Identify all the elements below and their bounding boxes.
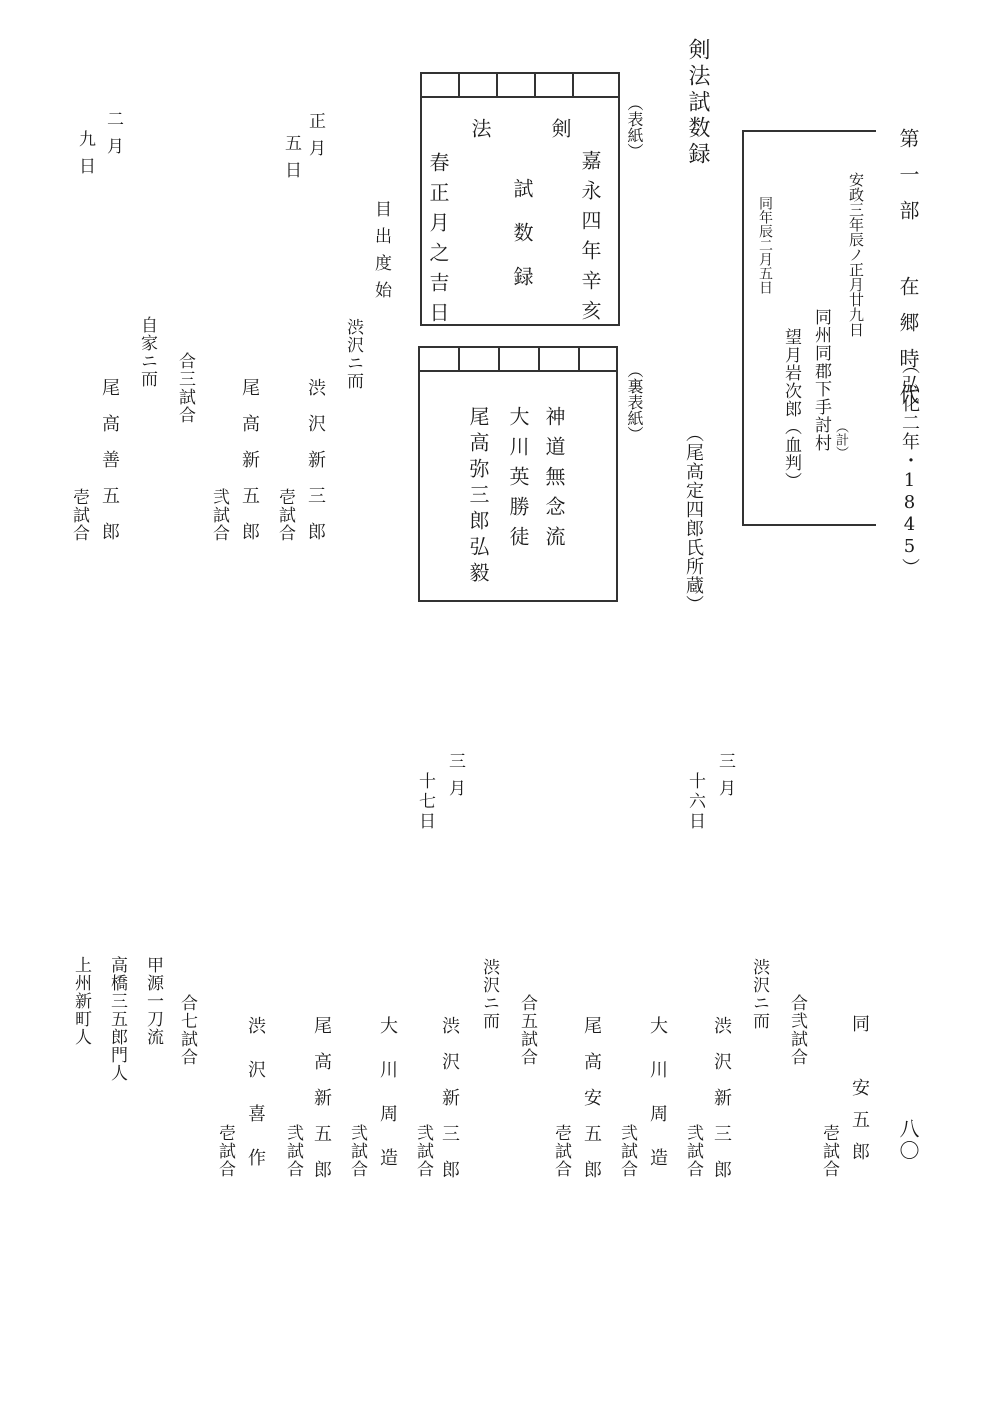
entry-2-result: 弐試合 bbox=[209, 488, 229, 542]
entry-5-name: 大川周造 bbox=[647, 1016, 668, 1192]
entry-7-result: 弐試合 bbox=[413, 1124, 433, 1178]
entry-9-result: 弐試合 bbox=[283, 1124, 303, 1178]
date3-day: 十六日 bbox=[685, 772, 705, 832]
date2-month: 二月 bbox=[103, 110, 123, 164]
entry-2-name: 尾高新五郎 bbox=[239, 378, 260, 558]
entry-7-name: 渋沢新三郎 bbox=[439, 1016, 460, 1196]
total-2: 合弐試合 bbox=[787, 994, 807, 1066]
teacher-name: 高橋三五郎門人 bbox=[107, 956, 127, 1082]
period-heading: （弘化二年・1845） bbox=[899, 356, 920, 577]
document-title: 剣法試数録 bbox=[685, 38, 710, 168]
date2-day: 九日 bbox=[75, 130, 95, 184]
note-box-top bbox=[742, 130, 876, 132]
date4-month: 三月 bbox=[445, 752, 465, 806]
date1-month: 正月 bbox=[305, 112, 325, 166]
cover-char-roku: 録 bbox=[510, 266, 534, 288]
entry-1-result: 壱試合 bbox=[275, 488, 295, 542]
back-cover-master: 大川英勝徒 bbox=[506, 406, 530, 556]
date1-day: 五日 bbox=[281, 134, 301, 188]
entry-6-result: 壱試合 bbox=[551, 1124, 571, 1178]
cover-char-ken: 剣 bbox=[548, 118, 572, 140]
entry-1-name: 渋沢新三郎 bbox=[305, 378, 326, 558]
entry-3-name: 尾高善五郎 bbox=[99, 378, 120, 558]
entry-10-result: 壱試合 bbox=[215, 1124, 235, 1178]
cover-char-shi: 試 bbox=[510, 178, 534, 200]
entry-4-name: 渋沢新三郎 bbox=[711, 1016, 732, 1196]
note-village: 同州同郡下手討村 bbox=[811, 308, 831, 452]
note-annotation: （計） bbox=[833, 420, 848, 459]
section-heading: 第一部 在郷時代 bbox=[896, 128, 920, 420]
entry-10-name: 渋沢喜作 bbox=[245, 1016, 266, 1192]
school-name: 甲源一刀流 bbox=[143, 956, 163, 1046]
back-cover-school: 神道無念流 bbox=[542, 406, 566, 556]
cover-char-ho: 法 bbox=[468, 118, 492, 140]
opening-phrase: 目出度始 bbox=[371, 200, 391, 308]
page-number: 八〇 bbox=[896, 1118, 920, 1162]
prev-entry-result: 壱試合 bbox=[819, 1124, 839, 1178]
date3-month: 三月 bbox=[715, 752, 735, 806]
back-cover-label: （裏表紙） bbox=[625, 362, 644, 442]
cover-date: 嘉永四年辛亥 bbox=[578, 150, 602, 330]
entry-5-result: 弐試合 bbox=[617, 1124, 637, 1178]
total-3: 合五試合 bbox=[517, 994, 537, 1066]
note-date: 安政三年辰ノ正月廿九日 bbox=[847, 172, 865, 337]
note-box-left bbox=[742, 130, 744, 526]
entry-3-result: 壱試合 bbox=[69, 488, 89, 542]
back-cover-owner: 尾高弥三郎弘毅 bbox=[466, 406, 490, 588]
note-box-bottom bbox=[742, 524, 876, 526]
owner-note: （尾高定四郎氏所蔵） bbox=[683, 424, 704, 614]
entry-8-name: 大川周造 bbox=[377, 1016, 398, 1192]
cover-season: 春正月之吉日 bbox=[426, 152, 450, 332]
place3: 渋沢ニ而 bbox=[749, 958, 769, 1030]
total-1: 合三試合 bbox=[175, 352, 195, 424]
place4: 渋沢ニ而 bbox=[479, 958, 499, 1030]
date4-day: 十七日 bbox=[415, 772, 435, 832]
entry-6-name: 尾高安五郎 bbox=[581, 1016, 602, 1196]
note-date-2: 同年辰二月五日 bbox=[757, 196, 773, 294]
place1: 渋沢ニ而 bbox=[343, 318, 363, 390]
cover-label: （表紙） bbox=[625, 95, 644, 159]
cover-char-su: 数 bbox=[510, 222, 534, 244]
entry-8-result: 弐試合 bbox=[347, 1124, 367, 1178]
total-4: 合七試合 bbox=[177, 994, 197, 1066]
note-signature: 望月岩次郎（血判） bbox=[781, 328, 801, 490]
entry-4-result: 弐試合 bbox=[683, 1124, 703, 1178]
origin-place: 上州新町人 bbox=[71, 956, 91, 1046]
prev-entry-name: 同 安五郎 bbox=[849, 1014, 870, 1174]
entry-9-name: 尾高新五郎 bbox=[311, 1016, 332, 1196]
place2: 自家ニ而 bbox=[137, 316, 157, 388]
